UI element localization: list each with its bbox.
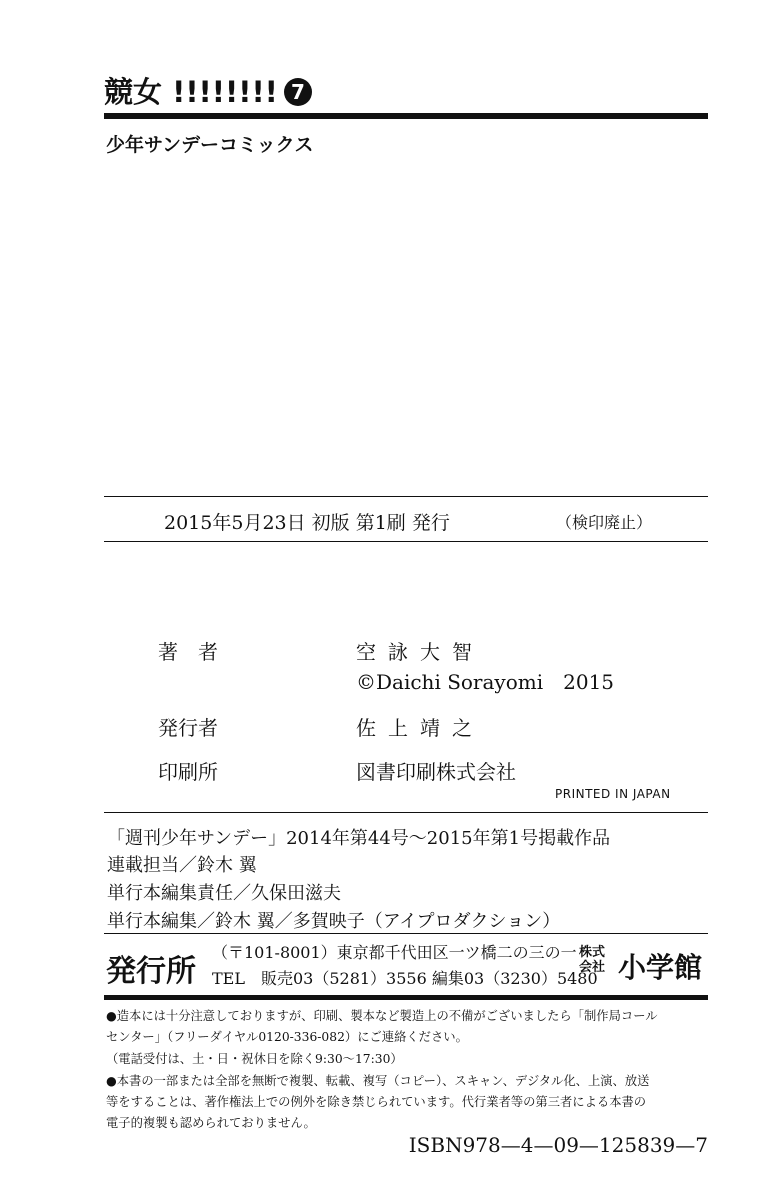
publisher-person-name: 佐上靖之 bbox=[356, 716, 484, 740]
note-line-2: センター」（フリーダイヤル0120-336-082）にご連絡ください。 bbox=[106, 1030, 468, 1044]
publisher-top-rule bbox=[104, 933, 708, 934]
issue-rule bbox=[104, 541, 708, 542]
note-line-3: （電話受付は、土・日・祝休日を除く9:30〜17:30） bbox=[106, 1052, 403, 1066]
issue-date: 2015年5月23日 初版 第1刷 発行 bbox=[164, 512, 450, 534]
note-line-5: 等をすることは、著作権法上での例外を除き禁じられています。代行業者等の第三者による本書の bbox=[106, 1095, 647, 1109]
book-title-text: 競女 !!!!!!!! bbox=[104, 75, 278, 109]
isbn-code: ISBN978—4—09—125839—7 bbox=[408, 1133, 708, 1157]
note-line-1: ●造本には十分注意しておりますが、印刷、製本など製造上の不備がございましたら「制作局コール bbox=[106, 1009, 658, 1023]
header-divider bbox=[104, 113, 708, 119]
book-title bbox=[104, 70, 312, 111]
kabushiki-kaisha: 株式会社 bbox=[579, 945, 606, 975]
colophon-top-rule bbox=[104, 496, 708, 497]
credits-top-rule bbox=[104, 812, 708, 813]
copyright-line: ©Daichi Sorayomi 2015 bbox=[356, 670, 615, 694]
notes-top-bar bbox=[104, 995, 708, 1000]
credit-line-editors: 単行本編集／鈴木 翼／多賀映子（アイプロダクション） bbox=[107, 911, 561, 932]
seal-note: （検印廃止） bbox=[556, 513, 653, 532]
credit-line-chief-editor: 単行本編集責任／久保田滋夫 bbox=[107, 883, 341, 904]
publisher-address: （〒101-8001）東京都千代田区一ツ橋二の三の一 bbox=[212, 943, 577, 962]
author-label: 著 者 bbox=[158, 640, 218, 664]
volume-number-badge: 7 bbox=[284, 78, 312, 106]
publisher-name: 小学館 bbox=[618, 951, 703, 984]
printer-name: 図書印刷株式会社 bbox=[356, 760, 516, 784]
publisher-person-label: 発行者 bbox=[158, 716, 218, 740]
credit-line-serial-editor: 連載担当／鈴木 翼 bbox=[107, 855, 257, 876]
note-line-4: ●本書の一部または全部を無断で複製、転載、複写（コピー）、スキャン、デジタル化、上演、放送 bbox=[106, 1074, 650, 1088]
publisher-office-label: 発行所 bbox=[106, 954, 196, 989]
publisher-phone: TEL 販売03（5281）3556 編集03（3230）5480 bbox=[212, 969, 598, 988]
author-name: 空詠大智 bbox=[356, 640, 484, 664]
printed-in-japan: PRINTED IN JAPAN bbox=[555, 787, 671, 801]
note-line-6: 電子的複製も認められておりません。 bbox=[106, 1116, 316, 1130]
series-label: 少年サンデーコミックス bbox=[106, 134, 314, 156]
printer-label: 印刷所 bbox=[158, 760, 218, 784]
credit-line-serialization: 「週刊少年サンデー」2014年第44号〜2015年第1号掲載作品 bbox=[107, 828, 611, 849]
